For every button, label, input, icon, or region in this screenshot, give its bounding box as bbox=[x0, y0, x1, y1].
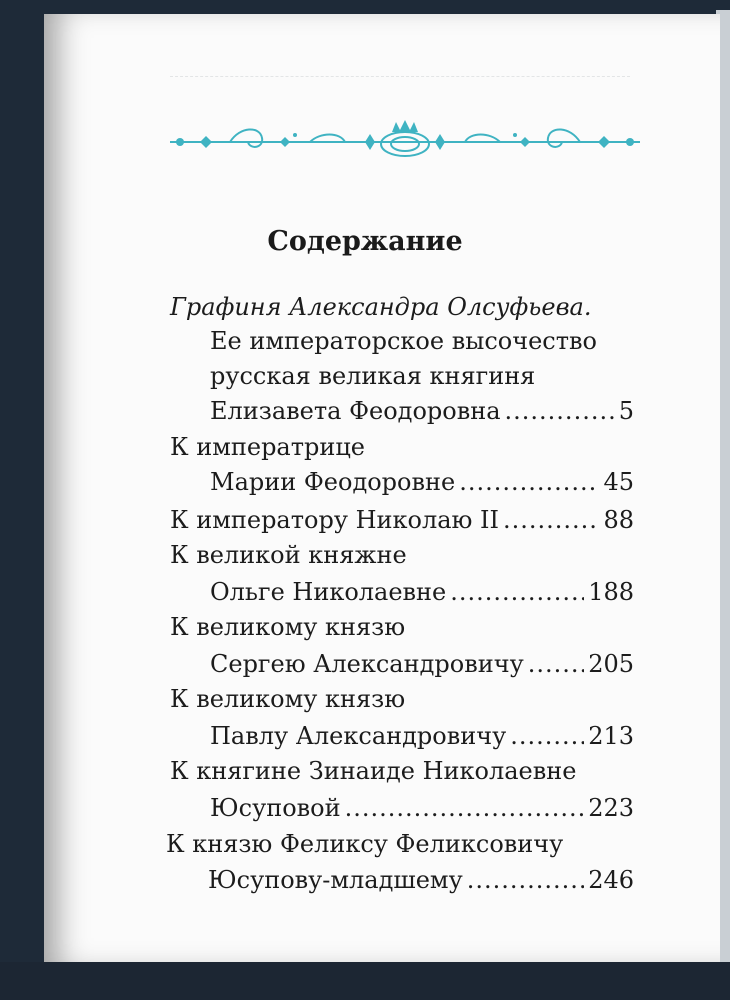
toc-entry-title: Павлу Александровичу bbox=[210, 722, 507, 750]
toc-entry-line: К князю Феликсу Феликсовичу bbox=[166, 830, 564, 858]
toc-entry-line: К великому князю bbox=[170, 685, 406, 713]
toc-entry-7[interactable] bbox=[210, 793, 634, 823]
toc-entry-1[interactable] bbox=[210, 396, 634, 426]
toc-entry-line: К великой княжне bbox=[170, 541, 407, 569]
toc-entry-line: К великому князю bbox=[170, 613, 406, 641]
toc-entry-3[interactable] bbox=[170, 505, 634, 535]
toc-entry-8[interactable] bbox=[208, 865, 634, 895]
leader-dots bbox=[505, 396, 615, 426]
leader-dots bbox=[450, 577, 584, 607]
toc-entry-line: К княгине Зинаиде Николаевне bbox=[170, 757, 577, 785]
toc-entry-title: Сергею Александровичу bbox=[210, 650, 524, 678]
leader-dots bbox=[510, 721, 584, 751]
toc-page-number: 188 bbox=[588, 578, 634, 606]
toc-page-number: 88 bbox=[603, 506, 634, 534]
toc-entry-title: Юсупову-младшему bbox=[208, 866, 463, 894]
toc-entry-title: Юсуповой bbox=[210, 794, 341, 822]
page-title: Содержание bbox=[267, 226, 463, 257]
toc-entry-title: Марии Феодоровне bbox=[210, 468, 456, 496]
toc-page-number: 45 bbox=[603, 468, 634, 496]
toc-page-number: 213 bbox=[588, 722, 634, 750]
toc-entry-line: К императрице bbox=[170, 433, 366, 461]
toc-page-number: 5 bbox=[618, 397, 634, 425]
leader-dots bbox=[503, 505, 599, 535]
toc-page-number: 205 bbox=[588, 650, 634, 678]
toc-entry-line: русская великая княгиня bbox=[210, 362, 536, 390]
toc-entry-title: Елизавета Феодоровна bbox=[210, 397, 501, 425]
toc-entry-4[interactable] bbox=[210, 577, 634, 607]
toc-entry-6[interactable] bbox=[210, 721, 634, 751]
leader-dots bbox=[459, 467, 599, 497]
leader-dots bbox=[467, 865, 584, 895]
toc-page-number: 223 bbox=[588, 794, 634, 822]
toc-entry-line: Ее императорское высочество bbox=[210, 327, 597, 355]
leader-dots bbox=[528, 649, 585, 679]
toc-page-number: 246 bbox=[588, 866, 634, 894]
toc-entry-5[interactable] bbox=[210, 649, 634, 679]
toc-entry-title: Ольге Николаевне bbox=[210, 578, 447, 606]
toc-entry-2[interactable] bbox=[210, 467, 634, 497]
leader-dots bbox=[345, 793, 585, 823]
toc-entry-author: Графиня Александра Олсуфьева. bbox=[170, 293, 592, 321]
toc-entry-title: К императору Николаю II bbox=[170, 506, 499, 534]
